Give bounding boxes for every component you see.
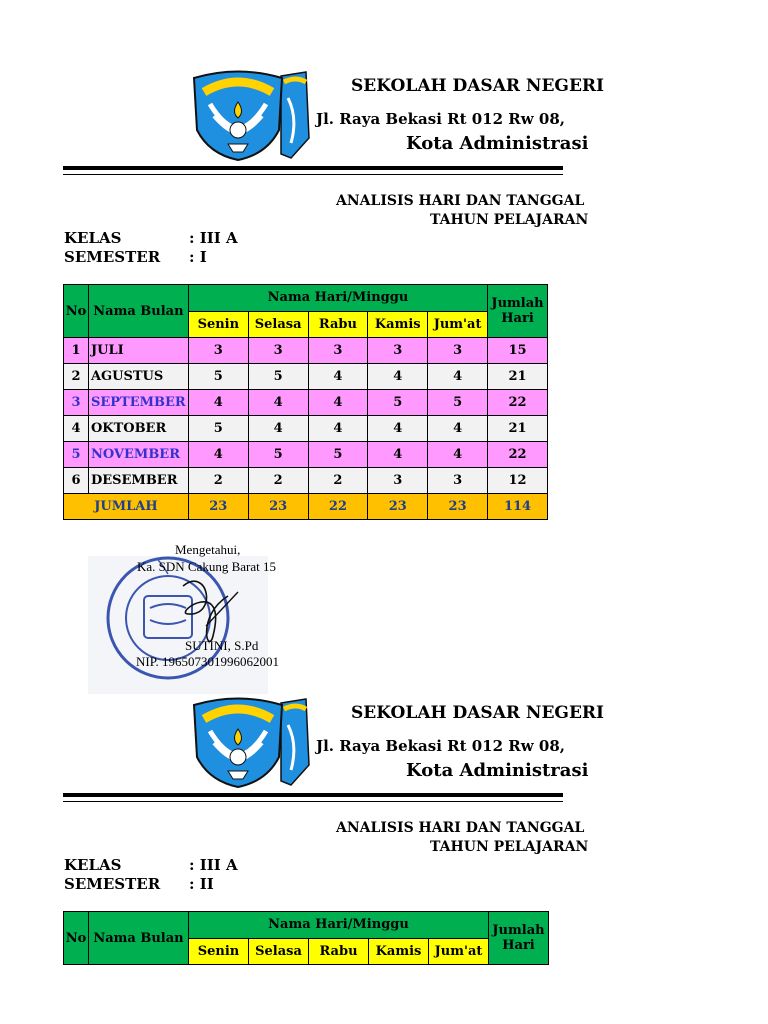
row-value: 4 <box>308 364 368 390</box>
row-value: 3 <box>368 468 428 494</box>
header-day: Jum'at <box>428 311 488 338</box>
row-month: NOVEMBER <box>88 442 188 468</box>
attendance-table-2 <box>63 911 549 965</box>
row-value: 4 <box>428 442 488 468</box>
sum-value: 22 <box>308 494 368 520</box>
header-no: No <box>64 912 89 965</box>
row-total: 21 <box>488 416 548 442</box>
header-day: Kamis <box>368 311 428 338</box>
row-no: 2 <box>64 364 89 390</box>
table-row <box>64 338 548 364</box>
signature-nip: NIP. 196507301996062001 <box>136 654 280 669</box>
row-total: 12 <box>488 468 548 494</box>
row-total: 15 <box>488 338 548 364</box>
row-value: 3 <box>428 338 488 364</box>
row-value: 5 <box>368 390 428 416</box>
row-value: 3 <box>428 468 488 494</box>
semester-value: : I <box>189 248 207 266</box>
attendance-table-2-clip <box>63 911 553 959</box>
header-no: No <box>64 285 89 338</box>
row-month: SEPTEMBER <box>88 390 188 416</box>
school-city: Kota Administrasi <box>406 133 589 154</box>
row-value: 5 <box>188 416 248 442</box>
header-day: Jum'at <box>429 938 489 965</box>
row-value: 5 <box>428 390 488 416</box>
kelas-value: : III A <box>189 229 238 247</box>
row-no: 6 <box>64 468 89 494</box>
row-no: 5 <box>64 442 89 468</box>
row-value: 4 <box>308 416 368 442</box>
header-day: Senin <box>189 938 249 965</box>
signature-mengetahui: Mengetahui, <box>175 542 241 557</box>
tut-wuri-handayani-logo <box>188 695 313 791</box>
kelas-label: KELAS <box>64 229 122 247</box>
report-year: TAHUN PELAJARAN <box>430 212 589 228</box>
row-value: 5 <box>248 442 308 468</box>
row-month: JULI <box>88 338 188 364</box>
row-value: 4 <box>308 390 368 416</box>
signature-name: SUTINI, S.Pd <box>185 638 259 653</box>
table-row <box>64 468 548 494</box>
row-total: 22 <box>488 442 548 468</box>
row-month: OKTOBER <box>88 416 188 442</box>
row-value: 4 <box>188 442 248 468</box>
header-day: Selasa <box>249 938 309 965</box>
row-value: 3 <box>368 338 428 364</box>
header-divider-thin <box>63 174 563 175</box>
kelas-value: : III A <box>189 856 238 874</box>
row-value: 4 <box>248 416 308 442</box>
row-month: DESEMBER <box>88 468 188 494</box>
header-divider-thin <box>63 801 563 802</box>
header-day: Senin <box>188 311 248 338</box>
school-name: SEKOLAH DASAR NEGERI <box>351 76 604 96</box>
header-days-group: Nama Hari/Minggu <box>189 912 489 939</box>
row-no: 1 <box>64 338 89 364</box>
signature-position: Ka. SDN Cakung Barat 15 <box>137 559 277 574</box>
school-address: Jl. Raya Bekasi Rt 012 Rw 08, <box>316 737 565 755</box>
row-value: 4 <box>368 442 428 468</box>
sum-value: 23 <box>428 494 488 520</box>
header-total: Jumlah Hari <box>488 285 548 338</box>
header-divider <box>63 166 563 170</box>
row-value: 4 <box>428 364 488 390</box>
semester-label: SEMESTER <box>64 875 161 893</box>
school-address: Jl. Raya Bekasi Rt 012 Rw 08, <box>316 110 565 128</box>
header-days-group: Nama Hari/Minggu <box>188 285 487 312</box>
row-value: 3 <box>308 338 368 364</box>
sum-value: 23 <box>368 494 428 520</box>
row-value: 3 <box>248 338 308 364</box>
kelas-label: KELAS <box>64 856 122 874</box>
row-value: 5 <box>188 364 248 390</box>
school-city: Kota Administrasi <box>406 760 589 781</box>
row-no: 4 <box>64 416 89 442</box>
row-month: AGUSTUS <box>88 364 188 390</box>
row-value: 3 <box>188 338 248 364</box>
row-total: 22 <box>488 390 548 416</box>
row-value: 2 <box>248 468 308 494</box>
semester-value: : II <box>189 875 214 893</box>
official-stamp <box>88 556 268 694</box>
table-row <box>64 364 548 390</box>
row-value: 4 <box>368 364 428 390</box>
header-month: Nama Bulan <box>89 912 189 965</box>
sum-row <box>64 494 548 520</box>
row-value: 2 <box>188 468 248 494</box>
header-day: Kamis <box>369 938 429 965</box>
row-value: 4 <box>368 416 428 442</box>
table-row <box>64 416 548 442</box>
header-month: Nama Bulan <box>88 285 188 338</box>
school-name: SEKOLAH DASAR NEGERI <box>351 703 604 723</box>
sum-value: 23 <box>248 494 308 520</box>
row-total: 21 <box>488 364 548 390</box>
row-no: 3 <box>64 390 89 416</box>
sum-label: JUMLAH <box>64 494 189 520</box>
row-value: 5 <box>308 442 368 468</box>
header-day: Rabu <box>309 938 369 965</box>
report-year: TAHUN PELAJARAN <box>430 839 589 855</box>
report-title: ANALISIS HARI DAN TANGGAL <box>336 193 585 209</box>
header-total: Jumlah Hari <box>489 912 549 965</box>
sum-total: 114 <box>488 494 548 520</box>
report-title: ANALISIS HARI DAN TANGGAL <box>336 820 585 836</box>
table-row <box>64 442 548 468</box>
header-day: Selasa <box>248 311 308 338</box>
row-value: 4 <box>248 390 308 416</box>
row-value: 2 <box>308 468 368 494</box>
semester-label: SEMESTER <box>64 248 161 266</box>
attendance-table <box>63 284 548 520</box>
header-day: Rabu <box>308 311 368 338</box>
tut-wuri-handayani-logo <box>188 68 313 164</box>
sum-value: 23 <box>188 494 248 520</box>
header-divider <box>63 793 563 797</box>
row-value: 4 <box>188 390 248 416</box>
table-row <box>64 390 548 416</box>
row-value: 5 <box>248 364 308 390</box>
row-value: 4 <box>428 416 488 442</box>
